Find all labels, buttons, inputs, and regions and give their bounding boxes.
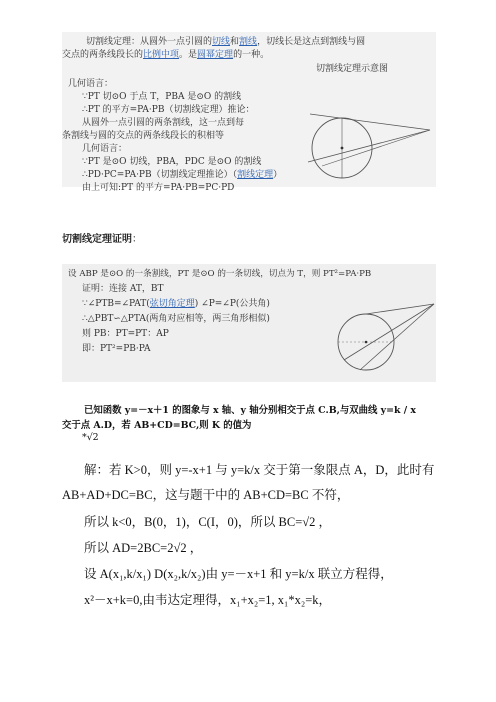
proof-line: 即：PT²=PB·PA bbox=[82, 344, 151, 354]
tangent-line bbox=[310, 114, 430, 130]
link-proportional-mean[interactable]: 比例中项 bbox=[143, 50, 180, 60]
theorem-text: ） bbox=[273, 170, 283, 180]
intro-text: 。是 bbox=[179, 50, 198, 60]
proof-text: ) ∠P=∠P(公共角) bbox=[194, 299, 270, 309]
solution-line: 设 A(x₁,k/x₁) D(x₂,k/x₂)由 y=－x+1 和 y=k/x 联立方程得， bbox=[84, 567, 393, 581]
link-tangent[interactable]: 切线 bbox=[212, 37, 231, 47]
theorem-line: 条割线与圆的交点的两条线段长的积相等 bbox=[62, 131, 225, 141]
chord-line bbox=[360, 304, 434, 370]
proof-heading-colon: ： bbox=[132, 234, 142, 245]
center-point bbox=[365, 341, 368, 344]
solution-line: 所以 AD=2BC=2√2 ， bbox=[84, 541, 203, 555]
intro-text: 交点的两条线段长的 bbox=[62, 50, 144, 60]
theorem-text: ∴PD·PC=PA·PB（切割线定理推论）（ bbox=[82, 170, 238, 180]
proof-line: ∴△PBT∽△PTA(两角对应相等，两三角形相似) bbox=[82, 314, 270, 324]
solution-line: 所以 k<0，B(0，1)，C(I，0)，所以 BC=√2 ， bbox=[84, 515, 331, 529]
proof-figure bbox=[330, 300, 436, 378]
intro-text: 和 bbox=[230, 37, 240, 47]
secant-line bbox=[344, 304, 434, 360]
geometry-language-label: 几何语言： bbox=[82, 144, 128, 154]
center-point bbox=[341, 147, 344, 150]
problem-line: 已知函数 y=－x＋1 的图象与 x 轴、y 轴分别相交于点 C.B,与双曲线 y=k / x bbox=[84, 405, 417, 416]
geometry-language-label: 几何语言： bbox=[68, 79, 114, 89]
answer-hint: *√2 bbox=[82, 432, 99, 443]
link-secant-theorem[interactable]: 割线定理 bbox=[237, 170, 274, 180]
proof-line: 则 PB：PT=PT：AP bbox=[82, 329, 169, 339]
proof-line: 设 ABP 是⊙O 的一条割线，PT 是⊙O 的一条切线，切点为 T，则 PT²=PA·PB bbox=[68, 269, 372, 279]
proof-angle-line bbox=[82, 298, 270, 310]
secant-tangent-figure bbox=[302, 104, 436, 188]
solution-line: x²－x+k=0,由韦达定理得，x₁+x₂=1, x₁*x₂=k， bbox=[84, 593, 332, 607]
proof-line: 证明：连接 AT，BT bbox=[82, 284, 164, 294]
intro-line-1 bbox=[86, 36, 365, 48]
theorem-line: 由上可知:PT 的平方=PA·PB=PC·PD bbox=[82, 183, 235, 193]
proof-text: ∵∠PTB=∠PAT( bbox=[82, 299, 150, 309]
solution-line: 解：若 K>0，则 y=-x+1 与 y=k/x 交于第一象限点 A，D，此时有 bbox=[84, 463, 435, 477]
intro-text: 的一种。 bbox=[233, 50, 270, 60]
tangent-line bbox=[366, 304, 434, 314]
problem-line: 交于点 A.D，若 AB+CD=BC,则 K 的值为 bbox=[62, 420, 252, 431]
solution-line: AB+AD+DC=BC，这与题干中的 AB+CD=BC 不符， bbox=[62, 488, 350, 502]
theorem-line: ∴PT 的平方=PA·PB（切割线定理）推论： bbox=[82, 105, 255, 115]
theorem-corollary-line bbox=[82, 169, 282, 181]
theorem-line: ∵PT 是⊙O 切线，PBA，PDC 是⊙O 的割线 bbox=[82, 157, 262, 167]
intro-line-2 bbox=[62, 49, 269, 61]
theorem-line: 从圆外一点引圆的两条割线，这一点到每 bbox=[82, 118, 245, 128]
figure-caption: 切割线定理示意图 bbox=[316, 64, 389, 74]
link-power-of-point[interactable]: 圆幂定理 bbox=[197, 50, 234, 60]
intro-text: 切割线定理：从圆外一点引圆的 bbox=[86, 37, 213, 47]
link-secant[interactable]: 割线 bbox=[239, 37, 258, 47]
theorem-line: ∵PT 切⊙O 于点 T，PBA 是⊙O 的割线 bbox=[82, 92, 242, 102]
proof-heading-text: 切割线定理证明 bbox=[62, 234, 132, 245]
proof-heading bbox=[62, 230, 142, 245]
intro-text: ，切线长是这点到割线与圆 bbox=[257, 37, 366, 47]
secant-line-2 bbox=[322, 130, 430, 166]
link-tangent-chord-angle-theorem[interactable]: 弦切角定理 bbox=[149, 299, 195, 309]
